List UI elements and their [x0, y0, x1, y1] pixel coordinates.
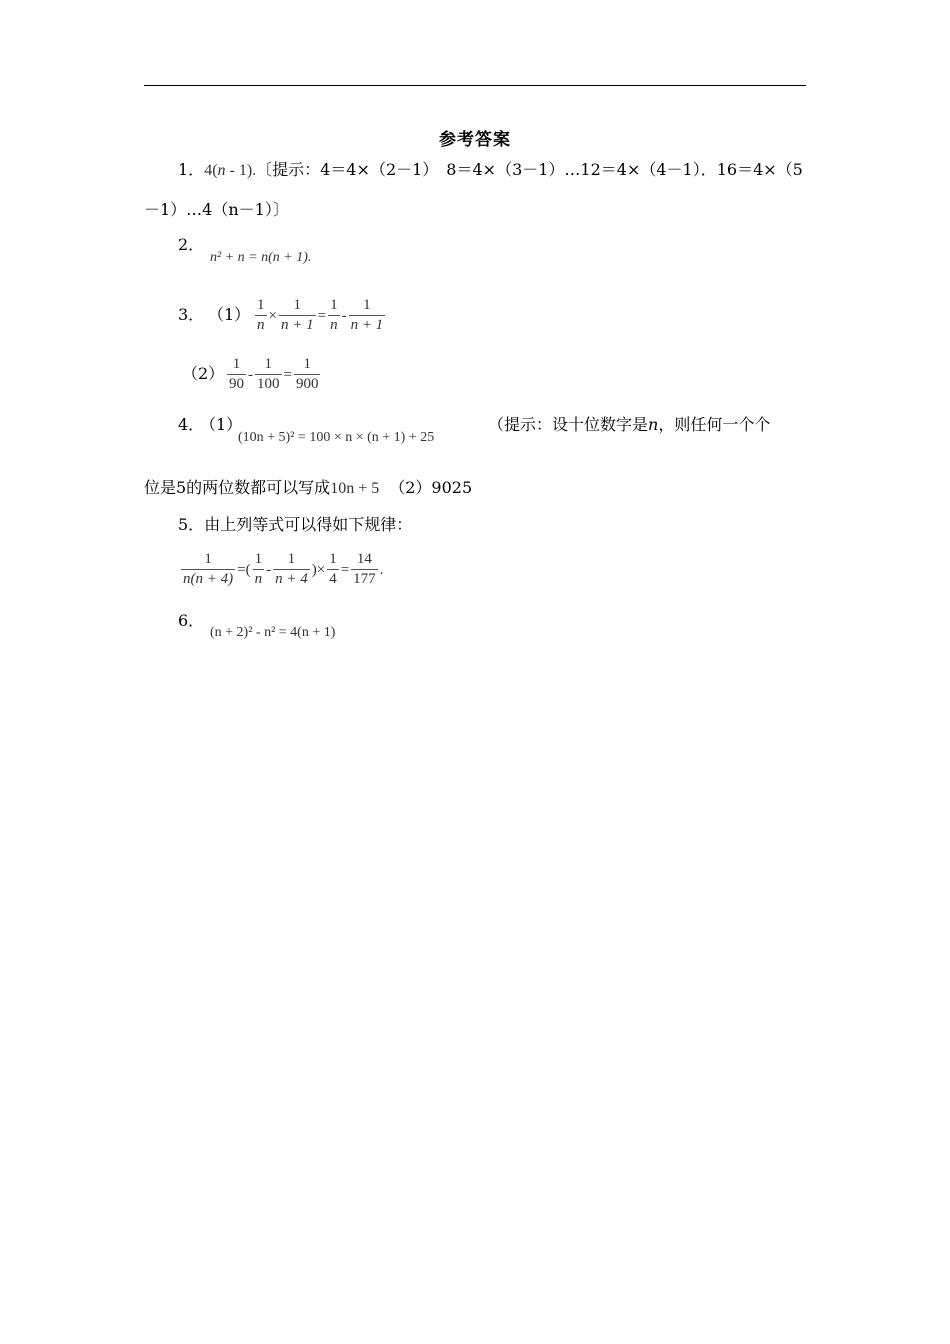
answer-3-part1-label: （1）	[208, 305, 251, 324]
answer-2-number: 2．	[178, 235, 205, 254]
answer-5-text: 由上列等式可以得如下规律：	[204, 515, 413, 534]
answer-1	[178, 158, 803, 183]
answer-4-part2: （2）9025	[389, 478, 473, 497]
header-rule	[144, 85, 806, 86]
fraction: $\frac{1}{4}$	[329, 551, 337, 587]
answer-4-hint-var: n	[648, 415, 659, 434]
answer-1-var: n	[217, 162, 226, 179]
fraction: $\frac{1}{n + 1}$	[280, 297, 314, 333]
fraction: $\frac{1}{n(n + 4)}$	[183, 551, 234, 587]
answer-4-line2-text: 位是5的两位数都可以写成	[144, 478, 331, 497]
answer-4-line2	[144, 476, 472, 501]
fraction: $\frac{1}{n + 1}$	[350, 297, 384, 333]
answer-1-hint-line2: －1）…4（n－1）〕	[144, 200, 289, 219]
fraction: $\frac{1}{90}$	[229, 356, 244, 392]
answer-4-number: 4．	[178, 415, 205, 434]
answer-3-part2-expr: $\frac{1}{90}$ - $\frac{1}{100}$ = $\frac{1}{900}$	[229, 356, 319, 392]
fraction: $\frac{1}{100}$	[257, 356, 280, 392]
answer-1-number: 1．	[178, 160, 205, 179]
answer-1-expr-a: 4(	[204, 162, 218, 179]
answer-4-formula: (10n + 5)² = 100 × n × (n + 1) + 25	[238, 430, 435, 445]
answer-1-hint-line1: 〔提示：4＝4×（2－1） 8＝4×（3－1）…12＝4×（4－1）．16＝4×（5	[256, 160, 803, 179]
fraction: $\frac{1}{n}$	[254, 551, 263, 587]
fraction: $\frac{1}{n}$	[330, 297, 338, 333]
fraction: $\frac{14}{177}$	[353, 551, 376, 587]
answer-5-formula: $\frac{1}{n(n + 4)}$ =( $\frac{1}{n}$ - $\frac{1}{n + 4}$ )× $\frac{1}{4}$ = $\frac{14}{177}$ .	[183, 551, 384, 587]
answer-3-part1-expr: $\frac{1}{n}$ × $\frac{1}{n + 1}$ = $\frac{1}{n}$ - $\frac{1}{n + 1}$	[257, 297, 384, 333]
answer-4-hint-rest: ，则任何一个个	[658, 415, 771, 434]
answer-5	[178, 513, 412, 537]
answer-4-part1-label: （1）	[200, 415, 243, 434]
answer-1-expr-b: - 1).	[225, 162, 257, 179]
answer-2-formula: n² + n = n(n + 1).	[210, 250, 312, 265]
answer-4-hint	[488, 413, 770, 437]
answer-3-number: 3．	[178, 305, 205, 324]
answer-6-number: 6．	[178, 611, 205, 630]
answer-4-line2-formula: 10n + 5	[330, 480, 380, 497]
fraction: $\frac{1}{n + 4}$	[275, 551, 308, 587]
answer-5-number: 5．	[178, 515, 205, 534]
answer-6-formula: (n + 2)² - n² = 4(n + 1)	[210, 625, 336, 640]
answer-1-line2	[144, 198, 289, 222]
fraction: $\frac{1}{900}$	[295, 356, 319, 392]
answer-3-part2-label: （2）	[182, 364, 225, 383]
fraction: $\frac{1}{n}$	[257, 297, 265, 333]
answer-4-hint-text: （提示：设十位数字是	[488, 415, 649, 434]
page-title: 参考答案	[439, 130, 511, 150]
